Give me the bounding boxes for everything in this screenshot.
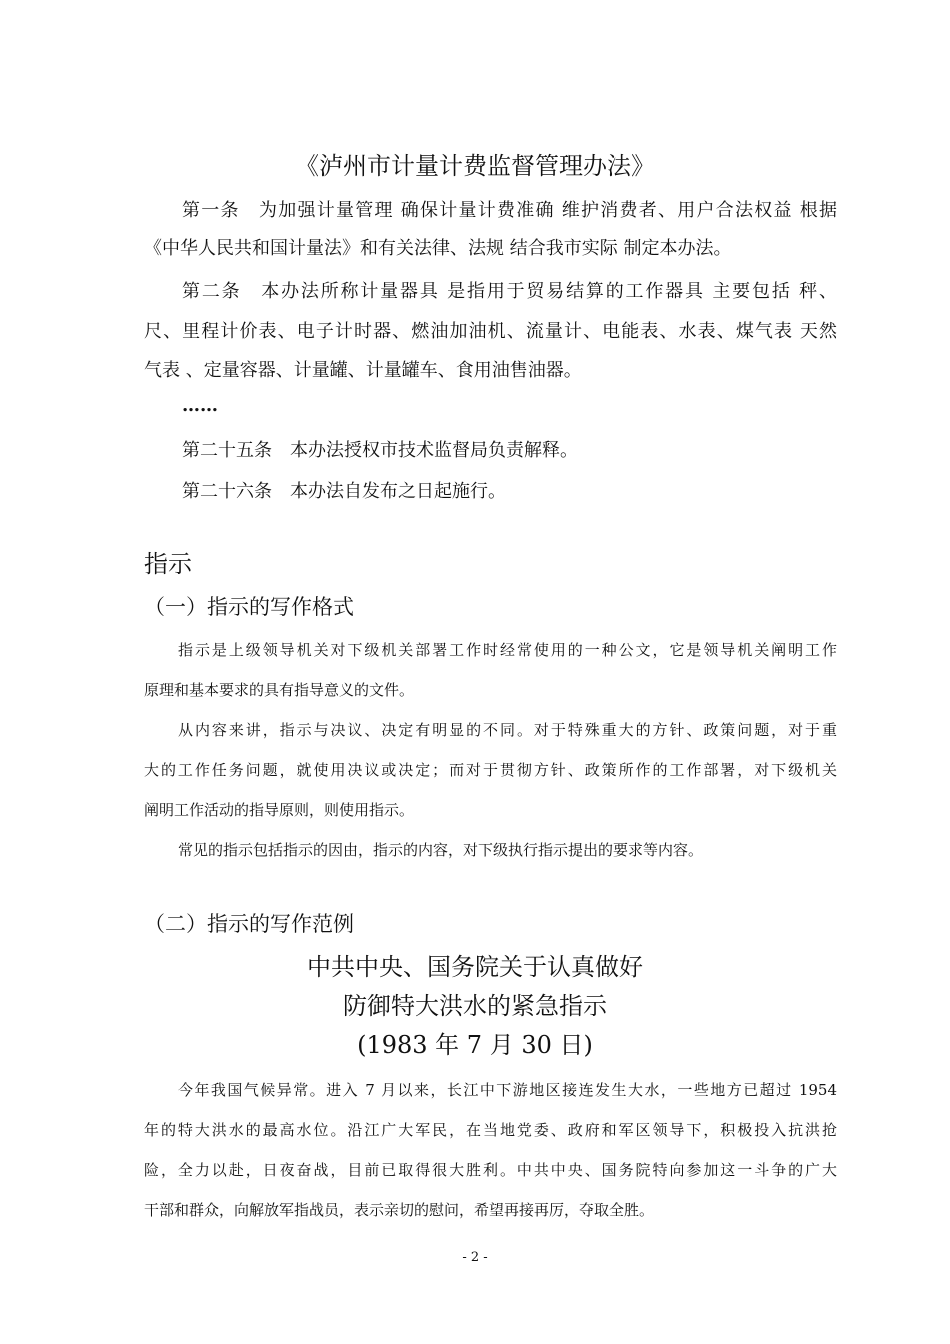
example-body-line-4: 干部和群众，向解放军指战员，表示亲切的慰问，希望再接再厉，夺取全胜。 [144,1201,655,1219]
format-para-2-line-3: 阐明工作活动的指导原则，则使用指示。 [144,801,415,819]
article-2-line-1: 第二条 本办法所称计量器具 是指用于贸易结算的工作器具 主要包括 秤、 [182,281,837,302]
subheading-example: （二）指示的写作范例 [144,912,354,936]
page-number: - 2 - [462,1250,488,1265]
format-para-2-line-1: 从内容来讲，指示与决议、决定有明显的不同。对于特殊重大的方针、政策问题，对于重 [178,721,837,739]
format-para-1-line-1: 指示是上级领导机关对下级机关部署工作时经常使用的一种公文，它是领导机关阐明工作 [178,641,837,659]
article-1-line-2: 《中华人民共和国计量法》和有关法律、法规 结合我市实际 制定本办法。 [144,238,732,259]
format-para-1-line-2: 原理和基本要求的具有指导意义的文件。 [144,681,415,699]
example-body-line-1: 今年我国气候异常。进入 7 月以来，长江中下游地区接连发生大水，一些地方已超过 1954 [178,1081,837,1099]
example-title-line-2: 防御特大洪水的紧急指示 [343,992,607,1020]
subheading-format: （一）指示的写作格式 [144,595,354,619]
law-title: 《泸州市计量计费监督管理办法》 [295,152,655,180]
article-1-line-1: 第一条 为加强计量管理 确保计量计费准确 维护消费者、用户合法权益 根据 [182,200,837,221]
article-26: 第二十六条 本办法自发布之日起施行。 [182,481,506,502]
ellipsis: …… [182,395,218,416]
article-2-line-3: 气表 、定量容器、计量罐、计量罐车、食用油售油器。 [144,360,582,381]
example-body-line-3: 险，全力以赴，日夜奋战，目前已取得很大胜利。中共中央、国务院特向参加这一斗争的广大 [144,1161,837,1179]
format-para-2-line-2: 大的工作任务问题，就使用决议或决定；而对于贯彻方针、政策所作的工作部署，对下级机关 [144,761,837,779]
article-25: 第二十五条 本办法授权市技术监督局负责解释。 [182,440,578,461]
example-date: (1983 年 7 月 30 日) [357,1031,593,1059]
example-title-line-1: 中共中央、国务院关于认真做好 [307,953,643,981]
example-body-line-2: 年的特大洪水的最高水位。沿江广大军民，在当地党委、政府和军区领导下，积极投入抗洪抢 [144,1121,837,1139]
section-heading: 指示 [144,550,192,578]
format-para-3: 常见的指示包括指示的因由，指示的内容，对下级执行指示提出的要求等内容。 [178,841,704,859]
article-2-line-2: 尺、里程计价表、电子计时器、燃油加油机、流量计、电能表、水表、煤气表 天然 [144,321,837,342]
